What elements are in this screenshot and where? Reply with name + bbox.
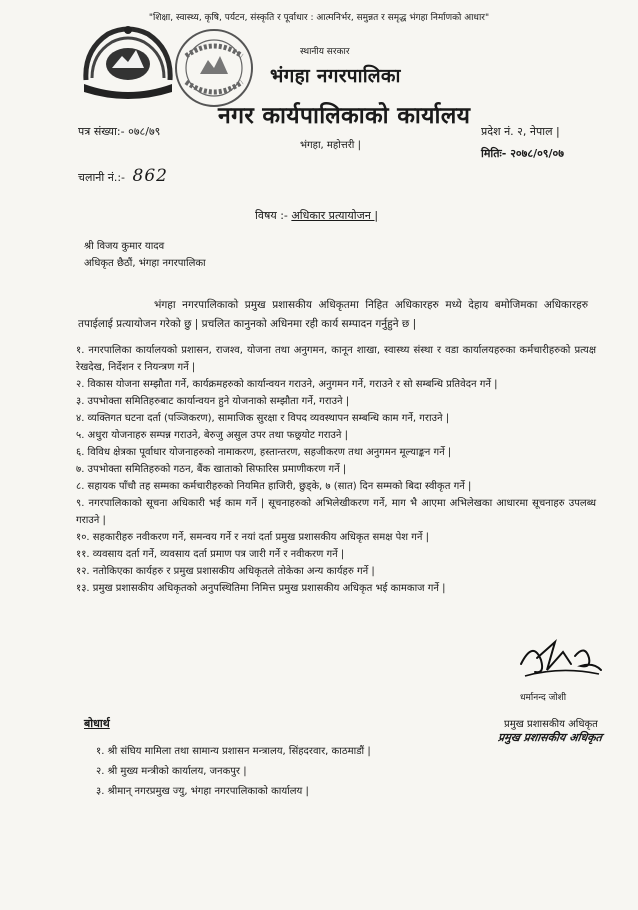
letter-date xyxy=(481,146,564,161)
office-address: भंगहा, महोत्तरी | xyxy=(300,140,361,151)
designation-stamp: प्रमुख प्रशासकीय अधिकृत xyxy=(497,731,603,744)
list-item: ११. व्यवसाय दर्ता गर्ने, व्यवसाय दर्ता प्रमाण पत्र जारी गर्ने र नवीकरण गर्ने | xyxy=(76,549,345,560)
motto: "शिक्षा, स्वास्थ्य, कृषि, पर्यटन, संस्कृति र पूर्वाधार : आत्मनिर्भर, समुन्नत र समृद्ध भंगहा निर्माणको आधार" xyxy=(148,13,490,23)
dispatch-number xyxy=(78,166,168,186)
handwritten-signature-icon xyxy=(515,634,605,680)
list-item: ३. श्रीमान् नगरप्रमुख ज्यु, भंगहा नगरपालिकाको कार्यालय | xyxy=(96,786,309,797)
cc-list xyxy=(96,742,371,802)
recipient-name: श्री विजय कुमार यादव xyxy=(84,241,165,252)
signatory-name: धर्मानन्द जोशी xyxy=(520,693,567,703)
date-label: मितिः- xyxy=(481,147,507,160)
list-item: १३. प्रमुख प्रशासकीय अधिकृतको अनुपस्थितिमा निमित्त प्रमुख प्रशासकीय अधिकृत भई कामकाज गर्ने | xyxy=(76,583,446,594)
nepal-emblem-icon xyxy=(78,20,178,102)
list-item: ६. विविध क्षेत्रका पूर्वाधार योजनाहरुको नामाकरण, हस्तान्तरण, सहजीकरण तथा अनुगमन मूल्याङ्कन गर्ने | xyxy=(76,447,452,458)
reference-value: ०७८/७९ xyxy=(128,125,161,138)
list-item: २. श्री मुख्य मन्त्रीको कार्यालय, जनकपुर | xyxy=(96,766,247,777)
reference-label: पत्र संख्या:- xyxy=(78,125,125,138)
list-item: ५. अधुरा योजनाहरु सम्पन्न गराउने, बेरुजु असुल उपर तथा फछ्र्योट गराउने | xyxy=(76,430,348,441)
list-item: ८. सहायक पाँचौ तह सम्मका कर्मचारीहरुको नियमित हाजिरी, छुड्के, ७ (सात) दिन सम्मको बिदा स्वीकृत गर्ने | xyxy=(76,481,472,492)
list-item: १. नगरपालिका कार्यालयको प्रशासन, राजश्व, योजना तथा अनुगमन, कानून शाखा, स्वास्थ्य संस्था र वडा कार्यालयहरुका कर्मचारीहरुको प्रत्यक्ष रेखदेख, निर्देशन र नियन्त्रण गर्ने | xyxy=(76,345,596,373)
subject-label: विषय :- xyxy=(255,209,288,222)
office-name: नगर कार्यपालिकाको कार्यालय xyxy=(218,103,471,129)
local-government-label: स्थानीय सरकार xyxy=(300,47,350,57)
subject-line xyxy=(255,208,378,223)
dispatch-value: 862 xyxy=(132,166,168,186)
list-item: १०. सहकारीहरु नवीकरण गर्ने, समन्वय गर्ने र नयां दर्ता प्रमुख प्रशासकीय अधिकृत समक्ष पेश गर्ने | xyxy=(76,532,429,543)
date-value: २०७८/०९/०७ xyxy=(510,147,564,160)
list-item: ४. व्यक्तिगत घटना दर्ता (पञ्जिकरण), सामाजिक सुरक्षा र विपद व्यवस्थापन सम्बन्धि काम गर्ने, गराउने | xyxy=(76,413,450,424)
recipient-title: अधिकृत छैठौं, भंगहा नगरपालिका xyxy=(84,258,206,269)
intro-paragraph: भंगहा नगरपालिकाको प्रमुख प्रशासकीय अधिकृतमा निहित अधिकारहरु मध्ये देहाय बमोजिमका अधिकारहरु तपाईलाई प्रत्यायोजन गरेको छु | प्रचलित कानुनको अधिनमा रही कार्य सम्पादन गर्नुहुने छ | xyxy=(78,299,588,330)
cc-heading: बोधार्थ xyxy=(84,717,110,730)
organization-name: भंगहा नगरपालिका xyxy=(270,65,401,87)
list-item: ७. उपभोक्ता समितिहरुको गठन, बैंक खाताको सिफारिस प्रमाणीकरण गर्ने | xyxy=(76,464,347,475)
list-item: १२. नतोकिएका कार्यहरु र प्रमुख प्रशासकीय अधिकृतले तोकेका अन्य कार्यहरु गर्ने | xyxy=(76,566,375,577)
list-item: ३. उपभोक्ता समितिहरुबाट कार्यान्वयन हुने योजनाको सम्झौता गर्ने, गराउने | xyxy=(76,396,350,407)
list-item: १. श्री संघिय मामिला तथा सामान्य प्रशासन मन्त्रालय, सिंहदरवार, काठमाडौं | xyxy=(96,746,371,757)
list-item: २. विकास योजना सम्झौता गर्ने, कार्यक्रमहरुको कार्यान्वयन गराउने, अनुगमन गर्ने, गराउने र सो सम्बन्धि प्रतिवेदन गर्ने | xyxy=(76,379,498,390)
dispatch-label: चलानी नं.:- xyxy=(78,171,126,184)
signatory-title: प्रमुख प्रशासकीय अधिकृत xyxy=(504,719,598,730)
subject-value: अधिकार प्रत्यायोजन | xyxy=(291,209,379,222)
reference-number xyxy=(78,124,160,139)
list-item: ९. नगरपालिकाको सूचना अधिकारी भई काम गर्ने | सूचनाहरुको अभिलेखीकरण गर्ने, माग भै आएमा अभिलेखका आधारमा सूचनाहरु उपलब्ध गराउने | xyxy=(76,498,596,526)
duties-list xyxy=(76,342,596,597)
province-label: प्रदेश नं. २, नेपाल | xyxy=(481,125,560,138)
